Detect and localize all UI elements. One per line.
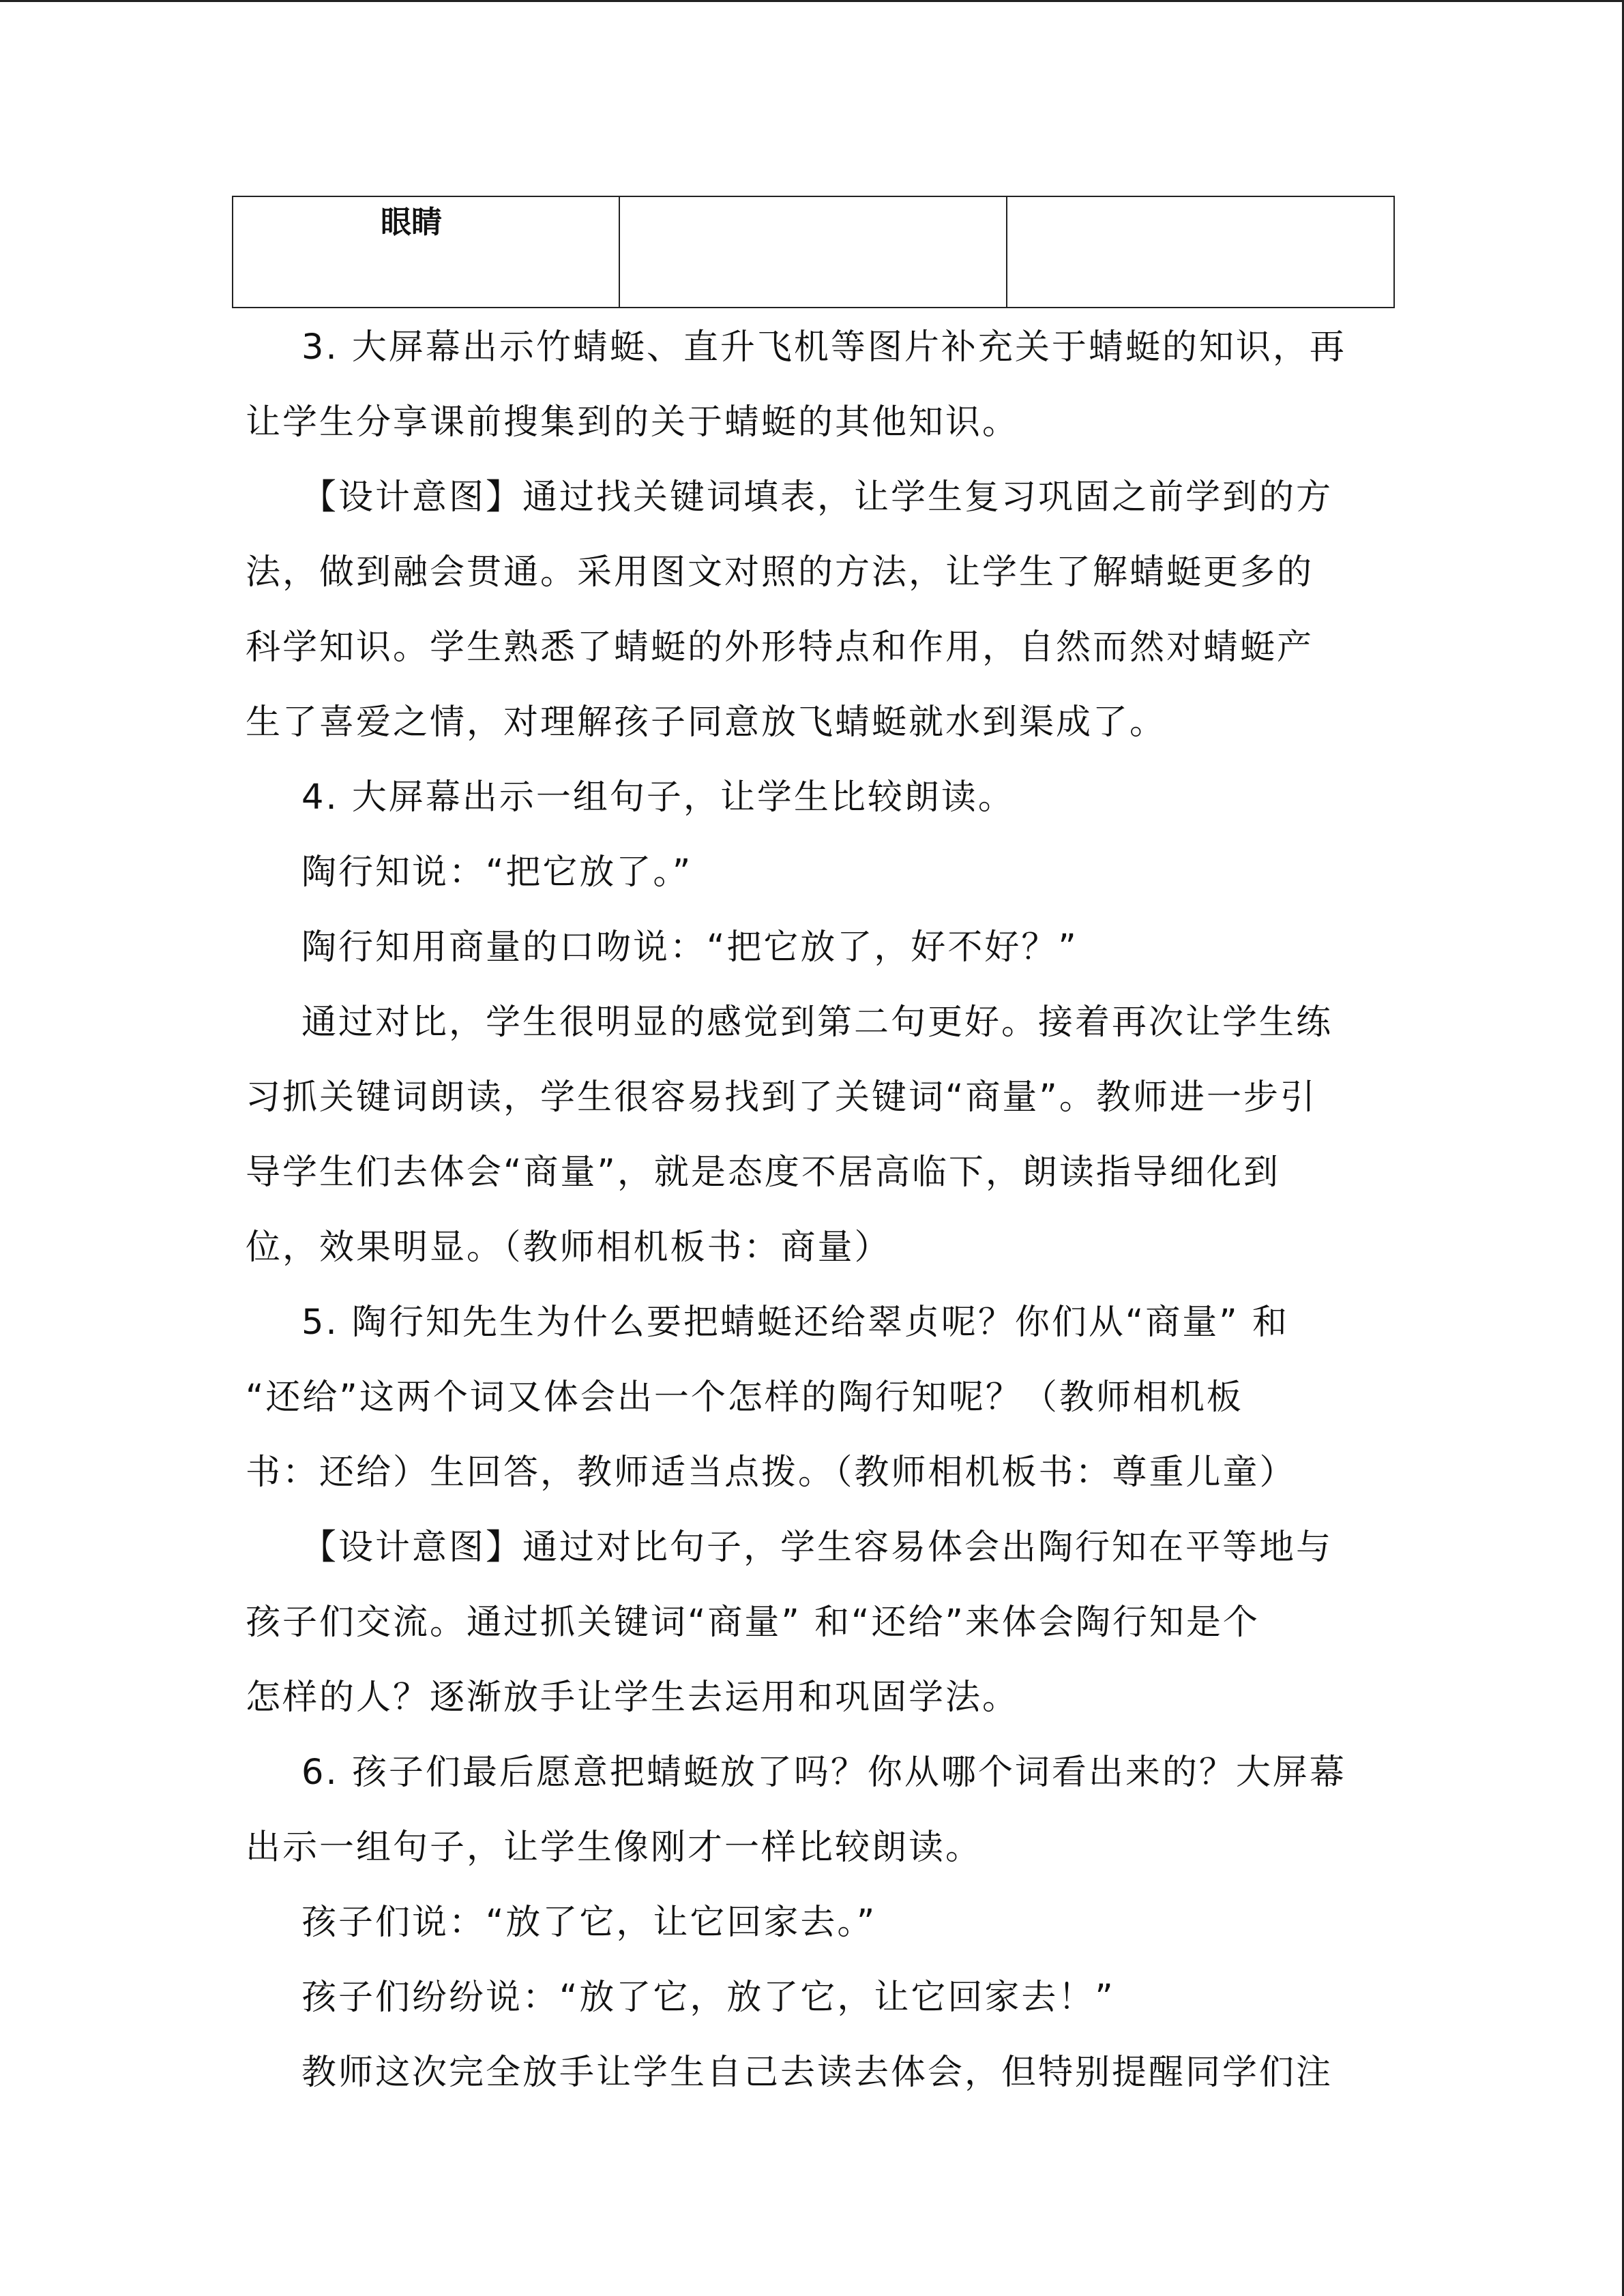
text-line: 生了喜爱之情，对理解孩子同意放飞蜻蜓就水到渠成了。	[246, 702, 1167, 743]
table-cell-blank	[619, 196, 1007, 308]
text-line: 科学知识。学生熟悉了蜻蜓的外形特点和作用，自然而然对蜻蜓产	[246, 627, 1314, 668]
text-line: 陶行知说：“把它放了。”	[301, 852, 693, 893]
text-line: 通过对比，学生很明显的感觉到第二句更好。接着再次让学生练	[301, 1002, 1333, 1043]
text-line: 孩子们纷纷说：“放了它，放了它，让它回家去！”	[301, 1978, 1115, 2018]
text-line: 【设计意图】通过对比句子，学生容易体会出陶行知在平等地与	[301, 1527, 1333, 1568]
text-line: 5. 陶行知先生为什么要把蜻蜓还给翠贞呢？你们从“商量” 和	[301, 1302, 1289, 1343]
text-line: 出示一组句子，让学生像刚才一样比较朗读。	[246, 1828, 983, 1868]
text-line: 【设计意图】通过找关键词填表，让学生复习巩固之前学到的方	[301, 477, 1333, 518]
text-line: 法，做到融会贯通。采用图文对照的方法，让学生了解蜻蜓更多的	[246, 552, 1314, 593]
text-line: 书：还给）生回答，教师适当点拨。（教师相机板书：尊重儿童）	[246, 1452, 1297, 1493]
text-line: 孩子们交流。通过抓关键词“商量” 和“还给”来体会陶行知是个	[246, 1602, 1260, 1643]
text-line: 导学生们去体会“商量”，就是态度不居高临下，朗读指导细化到	[246, 1152, 1280, 1193]
text-line: 习抓关键词朗读，学生很容易找到了关键词“商量”。教师进一步引	[246, 1077, 1317, 1118]
table-cell-header	[233, 196, 619, 308]
text-line: 3. 大屏幕出示竹蜻蜓、直升飞机等图片补充关于蜻蜓的知识，再	[301, 327, 1346, 368]
table-cell-blank	[1007, 196, 1394, 308]
text-line: 4. 大屏幕出示一组句子，让学生比较朗读。	[301, 777, 1015, 818]
text-line: 位，效果明显。（教师相机板书：商量）	[246, 1227, 891, 1268]
text-line: 6. 孩子们最后愿意把蜻蜓放了吗？你从哪个词看出来的？大屏幕	[301, 1753, 1346, 1793]
text-line: “还给”这两个词又体会出一个怎样的陶行知呢？（教师相机板	[246, 1377, 1243, 1418]
key-word-table	[232, 196, 1395, 308]
text-line: 让学生分享课前搜集到的关于蜻蜓的其他知识。	[246, 402, 1020, 443]
text-line: 教师这次完全放手让学生自己去读去体会，但特别提醒同学们注	[301, 2053, 1333, 2093]
text-line: 陶行知用商量的口吻说：“把它放了，好不好？”	[301, 927, 1078, 968]
row-header-label: 眼睛	[381, 204, 443, 240]
text-line: 怎样的人？逐渐放手让学生去运用和巩固学法。	[246, 1678, 1020, 1718]
text-line: 孩子们说：“放了它，让它回家去。”	[301, 1903, 877, 1943]
lesson-body-text	[246, 310, 1391, 2111]
page-top-border	[0, 0, 1624, 2]
table-row	[233, 196, 1394, 308]
